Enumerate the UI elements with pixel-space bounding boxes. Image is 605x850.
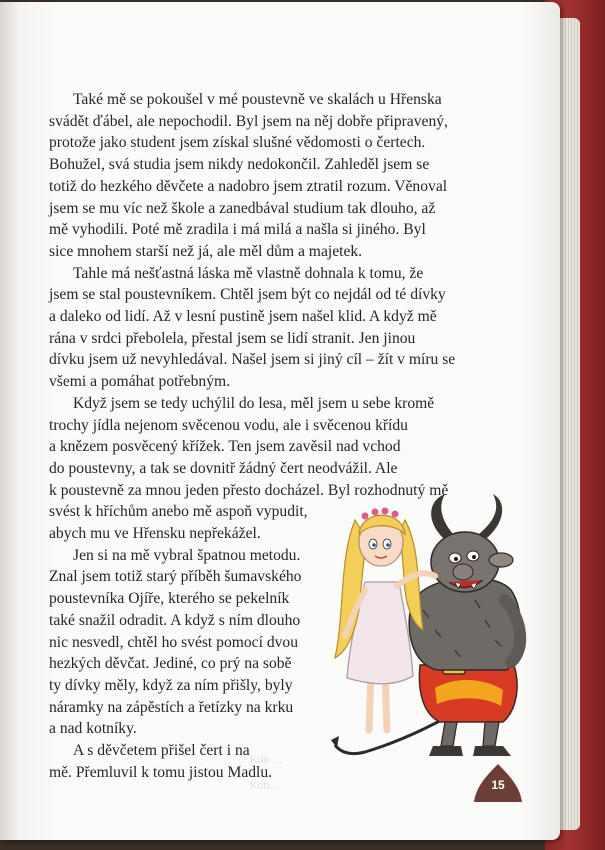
- page-number: 15: [491, 778, 505, 792]
- text-line: Jen si na mě vybral špatnou metodu.: [73, 546, 301, 564]
- text-line: mě vyhodili. Poté mě zradila i má milá a našla si jiného. Byl: [49, 221, 426, 239]
- text-line: Když jsem se tedy uchýlil do lesa, měl jsem u sebe kromě: [73, 394, 435, 412]
- bleed-through-text: Kob...: [250, 780, 279, 792]
- text-line: sice mnohem starší než já, ale měl dům a majetek.: [49, 242, 363, 260]
- page-number-badge: [470, 762, 526, 806]
- paragraph: [49, 545, 344, 740]
- text-line: k poustevně za mnou jeden přesto docházel. Byl rozhodnutý mě: [49, 481, 449, 499]
- text-line: do poustevny, a tak se dovnitř žádný čert neodvážil. Ale: [49, 459, 398, 477]
- text-line: jsem se mu víc než škole a zanedbával studium tak dlouho, až: [49, 199, 436, 217]
- flower-icon: [392, 511, 399, 518]
- text-line: Tahle má nešťastná láska mě vlastně dohnala k tomu, že: [73, 264, 424, 282]
- girl-and-devil-illustration: [325, 490, 530, 770]
- devil-leg: [441, 722, 457, 746]
- paragraph: [49, 89, 489, 263]
- girl-pupil: [372, 543, 376, 547]
- devil-leg: [483, 722, 499, 746]
- girl-pupil: [386, 543, 390, 547]
- text-line: Bohužel, svá studia jsem nikdy nedokončil. Zahleděl jsem se: [49, 156, 430, 174]
- text-line: a nad kotníky.: [49, 720, 137, 738]
- flower-icon: [382, 508, 389, 515]
- text-line: svádět ďábel, ale nepochodil. Byl jsem na něj dobře připravený,: [49, 112, 448, 130]
- text-line: mě. Přemluvil k tomu jistou Madlu.: [49, 763, 273, 781]
- text-line: jsem se stal poustevníkem. Chtěl jsem být co nejdál od té dívky: [49, 286, 446, 304]
- devil-nose: [453, 564, 473, 580]
- devil-horn: [479, 494, 502, 538]
- text-line: poustevníka Ojíře, kterého se pekelník: [49, 590, 290, 608]
- book-page: [0, 2, 560, 840]
- devil-ear: [489, 553, 513, 567]
- text-line: Také mě se pokoušel v mé poustevně ve skalách u Hřenska: [73, 91, 442, 108]
- text-line: a daleko od lidí. Až v lesní pustině jsem našel klid. A když mě: [49, 308, 437, 326]
- flower-icon: [372, 509, 379, 516]
- devil-hoof: [429, 746, 463, 756]
- text-line: také snažil odradit. A když s ním dlouho: [49, 611, 301, 629]
- text-line: a knězem posvěcený křížek. Ten jsem zavěsil nad vchod: [49, 438, 401, 456]
- bleed-through-text: Kdo ...: [250, 754, 282, 766]
- text-line: totiž do hezkého děvčete a nadobro jsem ztratil rozum. Věnoval: [49, 177, 448, 195]
- text-line: Znal jsem totiž starý příběh šumavského: [49, 568, 302, 586]
- text-line: náramky na zápěstích a řetízky na krku: [49, 698, 294, 716]
- text-line: dívku jsem už nevyhledával. Našel jsem si jiný cíl – žít v míru se: [49, 351, 456, 369]
- text-line: abych mu ve Hřensku nepřekážel.: [49, 525, 261, 543]
- text-line: rána v srdci přebolela, přestal jsem se lidí stranit. Jen jinou: [49, 329, 416, 347]
- devil-horn: [431, 494, 453, 538]
- devil-hoof: [473, 746, 511, 756]
- text-line: A s děvčetem přišel čert i na: [73, 742, 250, 760]
- text-line: trochy jídla nejenom svěcenou vodu, ale i svěcenou křídu: [49, 416, 408, 434]
- flower-icon: [362, 513, 369, 520]
- text-line: hezkých děvčat. Jediné, co prý na sobě: [49, 655, 292, 673]
- paragraph: [49, 263, 489, 393]
- text-line: nic nesvedl, chtěl ho svést pomocí dvou: [49, 633, 299, 651]
- devil-pupil: [454, 557, 458, 561]
- text-line: ty dívky měly, když za ním přišly, byly: [49, 676, 293, 694]
- text-line: protože jako student jsem získal slušné vědomosti o čertech.: [49, 134, 426, 152]
- text-line: všemi a pomáhat potřebným.: [49, 373, 231, 391]
- devil-pupil: [472, 555, 476, 559]
- text-line: svést k hříchům anebo mě aspoň vypudit,: [49, 503, 308, 521]
